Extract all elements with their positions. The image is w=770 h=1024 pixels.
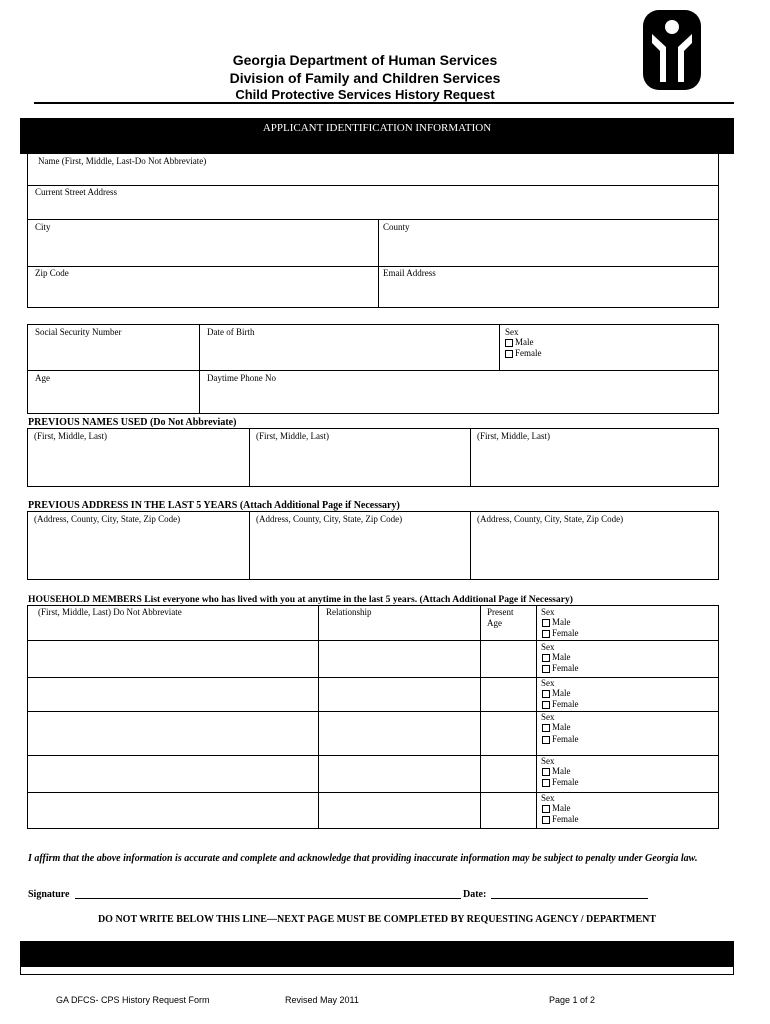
household-relationship-col: Relationship <box>326 607 372 617</box>
age-field[interactable] <box>28 384 198 413</box>
footer-form-name: GA DFCS- CPS History Request Form <box>56 995 210 1005</box>
divider <box>470 511 471 580</box>
header-line-3: Child Protective Services History Request <box>235 87 495 102</box>
sex-label: Sex <box>505 327 519 337</box>
date-field[interactable] <box>491 898 648 899</box>
county-label: County <box>383 222 410 232</box>
household-title: HOUSEHOLD MEMBERS List everyone who has lived with you at anytime in the last 5 years. (Attach Additional Page if Necessary) <box>28 594 573 605</box>
email-address-field[interactable] <box>380 280 718 307</box>
divider <box>27 266 719 267</box>
divider <box>199 324 200 414</box>
previous-name-col-3: (First, Middle, Last) <box>477 431 550 441</box>
checkbox-icon <box>542 816 550 824</box>
household-sex-label: Sex <box>541 793 555 803</box>
divider <box>470 428 471 487</box>
checkbox-icon <box>542 690 550 698</box>
checkbox-icon <box>542 805 550 813</box>
household-sex-label: Sex <box>541 712 555 722</box>
ssn-label: Social Security Number <box>35 327 122 337</box>
previous-names-title: PREVIOUS NAMES USED (Do Not Abbreviate) <box>28 417 237 428</box>
zip-code-field[interactable] <box>28 280 377 307</box>
household-member-2-relationship-field[interactable] <box>319 641 479 676</box>
street-address-field[interactable] <box>28 198 718 218</box>
household-name-col: (First, Middle, Last) Do Not Abbreviate <box>38 607 182 617</box>
dob-label: Date of Birth <box>207 327 255 337</box>
city-field[interactable] <box>28 233 377 265</box>
dob-field[interactable] <box>201 338 498 369</box>
previous-name-col-2: (First, Middle, Last) <box>256 431 329 441</box>
previous-address-title: PREVIOUS ADDRESS IN THE LAST 5 YEARS (Attach Additional Page if Necessary) <box>28 500 400 511</box>
applicant-section-bar <box>20 118 734 154</box>
street-address-label: Current Street Address <box>35 187 117 197</box>
header-rule <box>34 102 734 104</box>
daytime-phone-field[interactable] <box>201 384 718 413</box>
daytime-phone-label: Daytime Phone No <box>207 373 276 383</box>
household-member-4-name-field[interactable] <box>28 712 317 754</box>
male-label: Male <box>515 337 534 347</box>
household-member-2-age-field[interactable] <box>481 641 535 676</box>
household-female-checkbox[interactable] <box>542 663 579 674</box>
household-male-checkbox[interactable] <box>542 803 571 814</box>
previous-address-col-2: (Address, County, City, State, Zip Code) <box>256 514 403 524</box>
female-label: Female <box>515 348 542 358</box>
household-female-checkbox[interactable] <box>542 814 579 825</box>
previous-name-1-field[interactable] <box>28 442 248 486</box>
household-member-4-relationship-field[interactable] <box>319 712 479 754</box>
divider <box>378 219 379 308</box>
household-female-checkbox[interactable] <box>542 628 579 639</box>
household-sex-label: Sex <box>541 678 555 688</box>
header-line-2: Division of Family and Children Services <box>229 70 501 86</box>
bottom-black-bar <box>20 941 734 967</box>
date-label: Date: <box>463 889 487 900</box>
household-sex-label: Sex <box>541 607 555 617</box>
male-label: Male <box>552 652 571 662</box>
household-member-5-relationship-field[interactable] <box>319 756 479 791</box>
household-age-label: Age <box>487 618 502 628</box>
divider <box>249 511 250 580</box>
female-label: Female <box>552 663 579 673</box>
household-member-1-relationship-field[interactable] <box>319 618 479 639</box>
previous-name-2-field[interactable] <box>251 442 469 486</box>
male-label: Male <box>552 766 571 776</box>
checkbox-icon <box>505 350 513 358</box>
household-male-checkbox[interactable] <box>542 617 571 628</box>
previous-address-1-field[interactable] <box>28 525 248 579</box>
household-member-4-age-field[interactable] <box>481 712 535 754</box>
city-label: City <box>35 222 51 232</box>
checkbox-icon <box>542 619 550 627</box>
female-label: Female <box>552 777 579 787</box>
name-field[interactable] <box>28 166 718 184</box>
household-member-5-name-field[interactable] <box>28 756 317 791</box>
household-male-checkbox[interactable] <box>542 722 571 733</box>
bottom-bar-frame <box>20 967 734 975</box>
previous-address-col-1: (Address, County, City, State, Zip Code) <box>34 514 181 524</box>
male-checkbox[interactable] <box>505 337 534 348</box>
household-sex-label: Sex <box>541 642 555 652</box>
zip-code-label: Zip Code <box>35 268 69 278</box>
household-male-checkbox[interactable] <box>542 652 571 663</box>
household-present-label: Present <box>487 607 514 617</box>
do-not-write-notice: DO NOT WRITE BELOW THIS LINE—NEXT PAGE MUST BE COMPLETED BY REQUESTING AGENCY / DEPARTMENT <box>97 914 657 925</box>
household-male-checkbox[interactable] <box>542 766 571 777</box>
checkbox-icon <box>542 665 550 673</box>
household-member-6-name-field[interactable] <box>28 793 317 828</box>
divider <box>536 605 537 829</box>
household-member-1-name-field[interactable] <box>28 618 317 639</box>
checkbox-icon <box>542 630 550 638</box>
divider <box>27 219 719 220</box>
checkbox-icon <box>542 768 550 776</box>
household-female-checkbox[interactable] <box>542 734 579 745</box>
household-male-checkbox[interactable] <box>542 688 571 699</box>
divider <box>27 185 719 186</box>
previous-address-col-3: (Address, County, City, State, Zip Code) <box>477 514 624 524</box>
female-label: Female <box>552 734 579 744</box>
male-label: Male <box>552 803 571 813</box>
footer-page-number: Page 1 of 2 <box>549 995 596 1005</box>
checkbox-icon <box>542 701 550 709</box>
header-line-1: Georgia Department of Human Services <box>232 52 498 68</box>
signature-label: Signature <box>28 889 70 900</box>
county-field[interactable] <box>380 233 718 265</box>
previous-name-3-field[interactable] <box>472 442 718 486</box>
signature-field[interactable] <box>75 898 461 899</box>
name-label: Name (First, Middle, Last-Do Not Abbreviate) <box>38 156 207 166</box>
divider <box>27 370 719 371</box>
divider <box>249 428 250 487</box>
applicant-section-title: APPLICANT IDENTIFICATION INFORMATION <box>262 122 492 134</box>
divider <box>499 324 500 370</box>
female-label: Female <box>552 814 579 824</box>
household-member-6-relationship-field[interactable] <box>319 793 479 828</box>
household-sex-label: Sex <box>541 756 555 766</box>
previous-address-3-field[interactable] <box>472 525 718 579</box>
household-member-3-relationship-field[interactable] <box>319 678 479 710</box>
household-member-3-name-field[interactable] <box>28 678 317 710</box>
previous-name-col-1: (First, Middle, Last) <box>34 431 107 441</box>
previous-address-2-field[interactable] <box>251 525 469 579</box>
affirmation-text: I affirm that the above information is accurate and complete and acknowledge that providing inaccurate information may be subject to penalty under Georgia law. <box>28 853 698 864</box>
male-label: Male <box>552 688 571 698</box>
household-female-checkbox[interactable] <box>542 777 579 788</box>
age-label: Age <box>35 373 50 383</box>
email-address-label: Email Address <box>383 268 436 278</box>
household-member-6-age-field[interactable] <box>481 793 535 828</box>
household-female-checkbox[interactable] <box>542 699 579 710</box>
female-checkbox[interactable] <box>505 348 542 359</box>
dhs-logo-icon <box>643 10 701 90</box>
household-member-5-age-field[interactable] <box>481 756 535 791</box>
female-label: Female <box>552 628 579 638</box>
household-member-2-name-field[interactable] <box>28 641 317 676</box>
male-label: Male <box>552 617 571 627</box>
female-label: Female <box>552 699 579 709</box>
ssn-field[interactable] <box>28 338 198 369</box>
footer-revised: Revised May 2011 <box>285 995 359 1005</box>
checkbox-icon <box>542 736 550 744</box>
checkbox-icon <box>542 779 550 787</box>
household-member-3-age-field[interactable] <box>481 678 535 710</box>
checkbox-icon <box>542 654 550 662</box>
male-label: Male <box>552 722 571 732</box>
checkbox-icon <box>542 724 550 732</box>
checkbox-icon <box>505 339 513 347</box>
